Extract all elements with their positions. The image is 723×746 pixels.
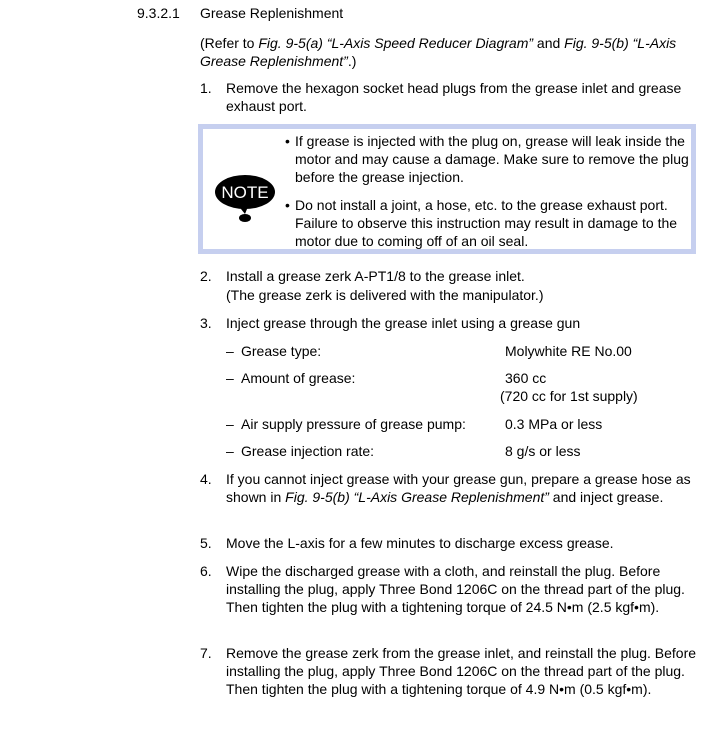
spec-dash: – (226, 343, 234, 359)
spec-dash: – (226, 443, 234, 459)
step-text: Remove the hexagon socket head plugs from the grease inlet and grease exhaust port. (226, 80, 682, 114)
step-number: 7. (200, 645, 212, 661)
step-number: 2. (200, 268, 212, 284)
step4-prefix: If you cannot inject grease with your grease gun, prepare a grease hose as shown in (226, 471, 691, 505)
step-text-line2: (The grease zerk is delivered with the manipulator.) (226, 287, 544, 303)
section-number: 9.3.2.1 (137, 5, 180, 21)
note-icon (215, 174, 277, 222)
ref-prefix: (Refer to (200, 35, 259, 51)
spec-label: Air supply pressure of grease pump: (241, 416, 466, 432)
note-bullet: • (285, 197, 290, 213)
note-item-text: Do not install a joint, a hose, etc. to the grease exhaust port. Failure to observe this instruction may result in damage to the motor due to coming off of an oil seal. (295, 197, 678, 249)
spec-label: Grease injection rate: (241, 443, 375, 459)
step-text-line1: Install a grease zerk A-PT1/8 to the grease inlet. (226, 268, 525, 284)
spec-value: Molywhite RE No.00 (505, 343, 632, 359)
spec-value: 360 cc (505, 370, 547, 386)
section-title: Grease Replenishment (200, 5, 344, 21)
ref-fig-a: Fig. 9-5(a) “L-Axis Speed Reducer Diagram” (258, 35, 534, 51)
step-text: Wipe the discharged grease with a cloth, and reinstall the plug. Before installing the plug, apply Three Bond 1206C on the thread part of the plug. Then tighten the plug with a tightening torque of 24.5 N•m (2.5 kgf•m). (226, 563, 685, 615)
step4-fig: Fig. 9-5(b) “L-Axis Grease Replenishment” (285, 489, 549, 505)
note-box (198, 124, 696, 254)
spec-value: 8 g/s or less (505, 443, 581, 459)
ref-middle: and (533, 35, 565, 51)
spec-label: Amount of grease: (241, 370, 356, 386)
note-item-text: If grease is injected with the plug on, grease will leak inside the motor and may cause a damage. Make sure to remove the plug before the grease injection. (295, 133, 689, 185)
spec-label: Grease type: (241, 343, 322, 359)
note-bullet: • (285, 133, 290, 149)
figure-reference (200, 34, 700, 70)
step-number: 4. (200, 471, 212, 487)
step-text: Move the L-axis for a few minutes to discharge excess grease. (226, 535, 614, 551)
step-number: 6. (200, 563, 212, 579)
step-text: Remove the grease zerk from the grease inlet, and reinstall the plug. Before installing the plug, apply Three Bond 1206C on the thread part of the plug. Then tighten the plug with a tightening torque of 4.9 N•m (0.5 kgf•m). (226, 645, 697, 697)
step-text: Inject grease through the grease inlet using a grease gun (226, 315, 581, 331)
note-icon-label: NOTE (221, 183, 269, 202)
step-text (226, 470, 701, 506)
spec-dash: – (226, 370, 234, 386)
step-number: 1. (200, 80, 212, 96)
step-number: 3. (200, 315, 212, 331)
step4-suffix: and inject grease. (548, 489, 664, 505)
ref-suffix: .) (347, 53, 357, 69)
spec-value: 0.3 MPa or less (505, 416, 603, 432)
ref-fig-b: Fig. 9-5(b) “L-Axis Grease Replenishment” (200, 35, 677, 69)
spec-dash: – (226, 416, 234, 432)
spec-value-note: (720 cc for 1st supply) (500, 388, 638, 404)
step-number: 5. (200, 535, 212, 551)
